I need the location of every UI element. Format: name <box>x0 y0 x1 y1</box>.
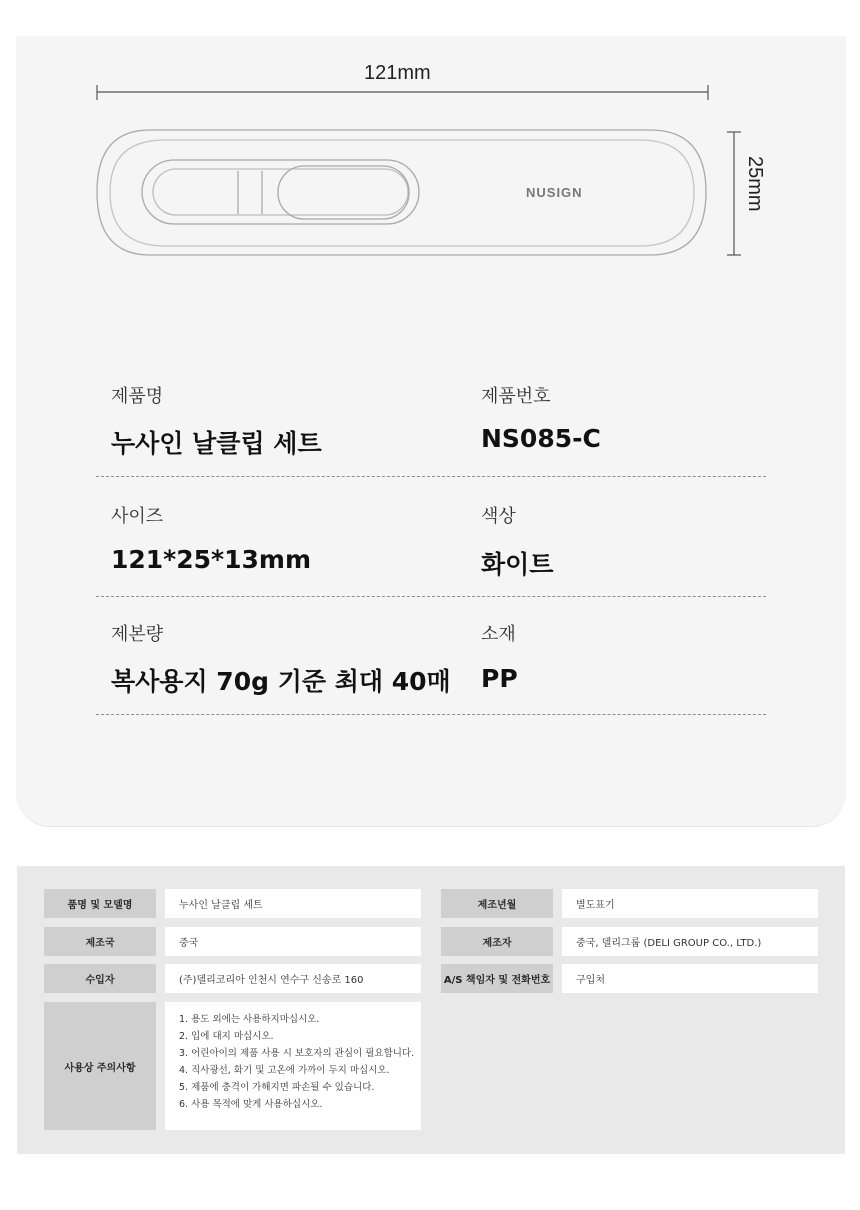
table-cell: 중국, 델리그룹 (DELI GROUP CO., LTD.) <box>562 927 818 956</box>
spec-value-binding-capacity: 복사용지 70g 기준 최대 40매 <box>111 667 451 696</box>
length-label: 121mm <box>364 62 431 84</box>
height-label: 25mm <box>744 156 766 212</box>
table-header: A/S 책임자 및 전화번호 <box>441 964 553 993</box>
spec-value-product-name: 누사인 날클립 세트 <box>111 429 322 458</box>
spec-value-size: 121*25*13mm <box>111 545 312 574</box>
spec-value-material: PP <box>481 664 518 693</box>
height-dimension-line <box>727 132 741 255</box>
table-header: 제조년월 <box>441 889 553 918</box>
table-cell: 구입처 <box>562 964 818 993</box>
divider <box>96 714 766 715</box>
table-header: 수입자 <box>44 964 156 993</box>
divider <box>96 476 766 477</box>
caution-item: 2. 입에 대지 마십시오. <box>179 1031 274 1042</box>
table-header: 제조자 <box>441 927 553 956</box>
table-cell: 누사인 날클립 세트 <box>165 889 421 918</box>
table-header: 제조국 <box>44 927 156 956</box>
spec-label-product-number: 제품번호 <box>481 386 551 407</box>
spec-label-color: 색상 <box>481 506 516 527</box>
nusign-logo: NUSIGN <box>526 185 583 200</box>
clip-outline <box>97 130 706 255</box>
caution-header: 사용상 주의사항 <box>44 1002 156 1130</box>
divider <box>96 596 766 597</box>
spec-label-material: 소재 <box>481 624 516 645</box>
caution-list <box>165 1002 421 1130</box>
table-cell: 별도표기 <box>562 889 818 918</box>
spec-label-binding-capacity: 제본량 <box>111 624 164 645</box>
spec-value-color: 화이트 <box>481 550 554 579</box>
table-cell: 중국 <box>165 927 421 956</box>
table-header: 품명 및 모델명 <box>44 889 156 918</box>
product-drawing <box>0 0 860 300</box>
table-cell: (주)델리코리아 인천시 연수구 신송로 160 <box>165 964 421 993</box>
length-dimension-line <box>97 85 708 100</box>
spec-label-product-name: 제품명 <box>111 386 164 407</box>
caution-item: 6. 사용 목적에 맞게 사용하십시오. <box>179 1099 323 1110</box>
caution-item: 4. 직사광선, 화기 및 고온에 가까이 두지 마십시오. <box>179 1065 390 1076</box>
spec-label-size: 사이즈 <box>111 506 164 527</box>
caution-item: 1. 용도 외에는 사용하지마십시오. <box>179 1014 320 1025</box>
spec-value-product-number: NS085-C <box>481 424 601 453</box>
caution-item: 5. 제품에 충격이 가해지면 파손될 수 있습니다. <box>179 1082 375 1093</box>
caution-item: 3. 어린아이의 제품 사용 시 보호자의 관심이 필요합니다. <box>179 1048 415 1059</box>
